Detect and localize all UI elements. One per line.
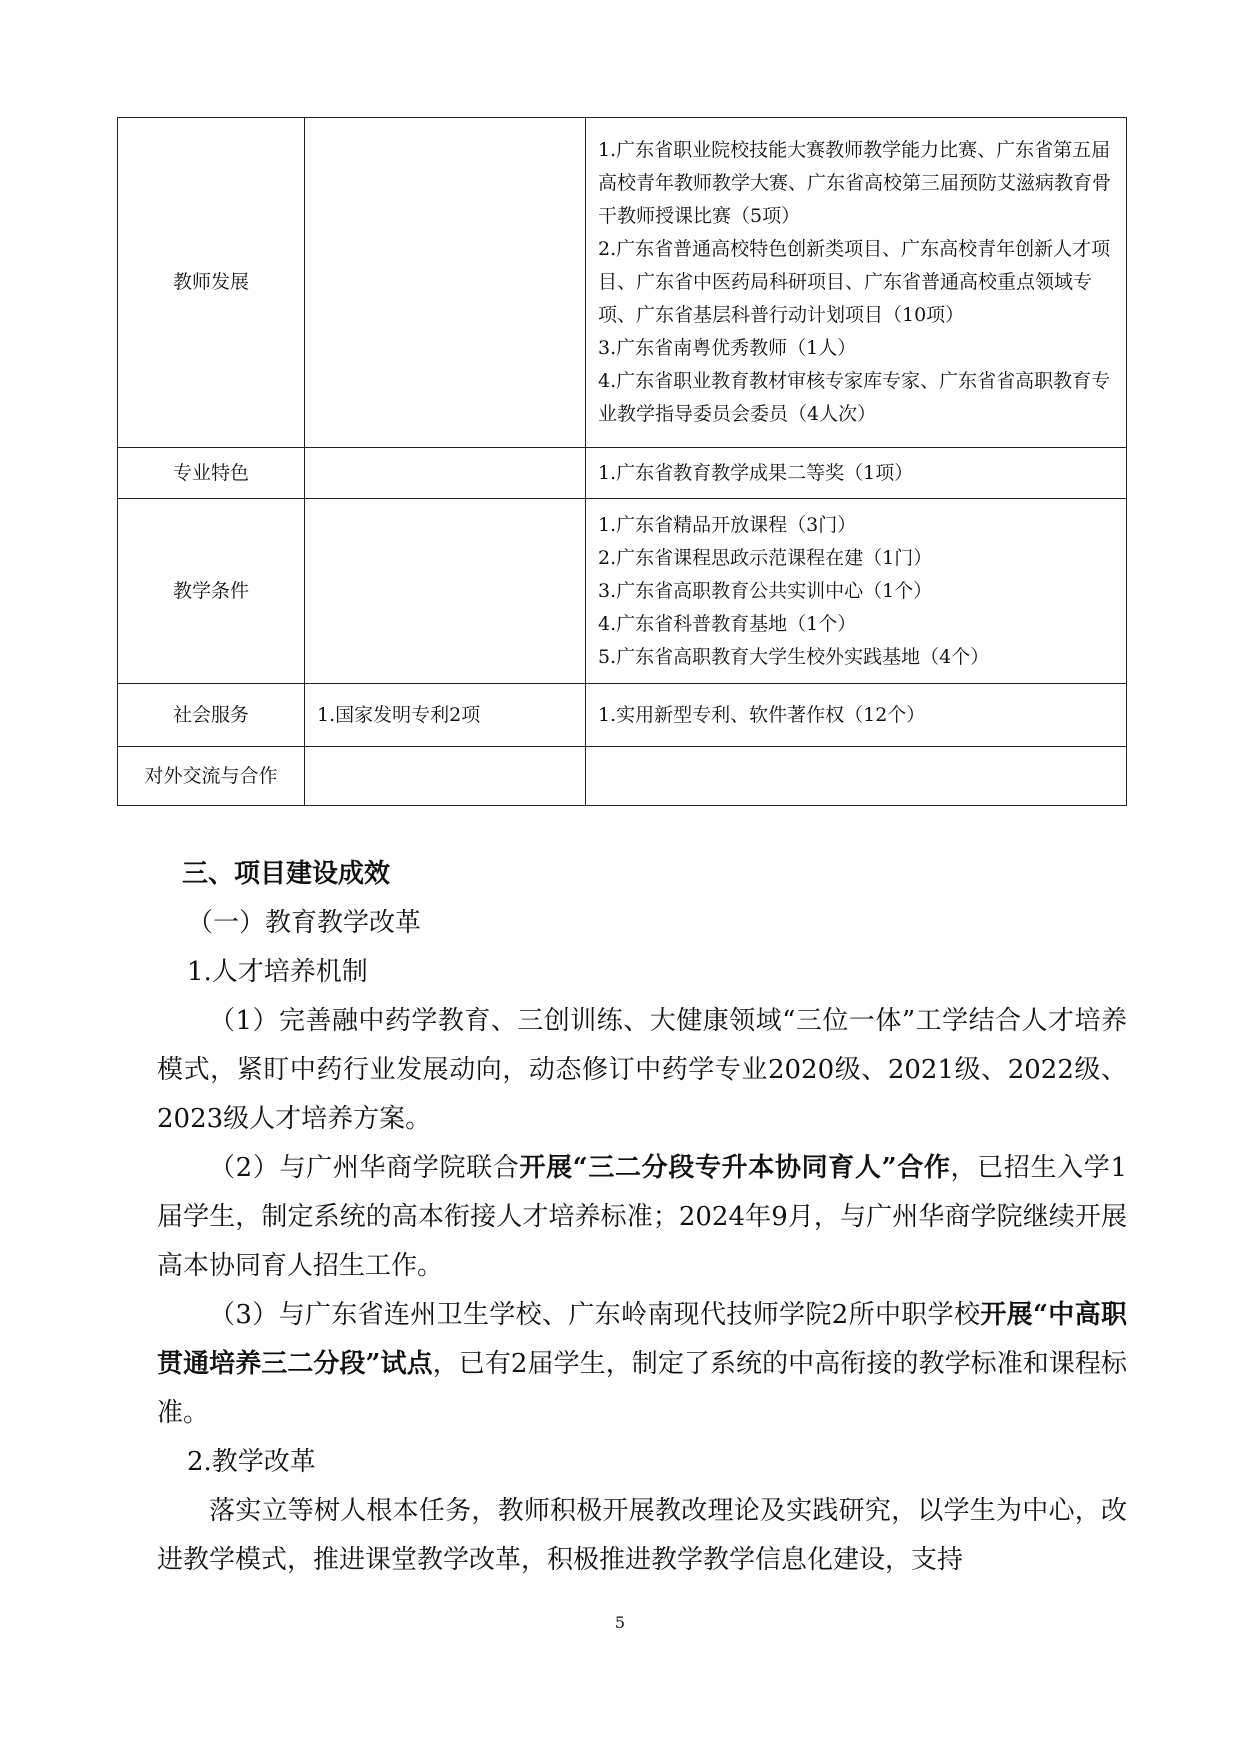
list-item: 1.广东省职业院校技能大赛教师教学能力比赛、广东省第五届高校青年教师教学大赛、广东省高校第三届预防艾滋病教育骨干教师授课比赛（5项）	[598, 139, 1112, 227]
table-row	[118, 684, 1127, 747]
paragraph: 落实立等树人根本任务，教师积极开展教改理论及实践研究，以学生为中心，改进教学模式，推进课堂教学改革，积极推进教学教学信息化建设，支持	[157, 1496, 1127, 1575]
list-item: 4.广东省职业教育教材审核专家库专家、广东省省高职教育专业教学指导委员会委员（4人次）	[598, 370, 1111, 425]
subsection-heading: 2.教学改革	[187, 1447, 316, 1477]
subsection-heading: （一）教育教学改革	[187, 908, 422, 938]
row-national: 1.国家发明专利2项	[305, 684, 586, 747]
paragraph	[157, 1291, 1127, 1438]
row-provincial	[586, 448, 1127, 499]
paragraph-text: ，已有2届学生，制定了系统的中高衔接的教学标准和课程标准。	[157, 1349, 1127, 1428]
paragraph	[157, 1144, 1127, 1291]
row-provincial	[586, 499, 1127, 684]
row-provincial	[586, 684, 1127, 747]
row-national	[305, 448, 586, 499]
section-body	[157, 850, 1127, 1585]
table-row	[118, 747, 1127, 806]
row-national	[305, 747, 586, 806]
section-heading: 三、项目建设成效	[182, 859, 391, 889]
row-category: 社会服务	[118, 684, 305, 747]
list-item: 4.广东省科普教育基地（1个）	[598, 612, 857, 635]
list-item: 2.广东省课程思政示范课程在建（1门）	[598, 546, 933, 569]
list-item: 5.广东省高职教育大学生校外实践基地（4个）	[598, 645, 990, 668]
subsection-heading: 1.人才培养机制	[187, 957, 368, 987]
list-item: 3.广东省高职教育公共实训中心（1个）	[598, 579, 933, 602]
list-item: 2.广东省普通高校特色创新类项目、广东高校青年创新人才项目、广东省中医药局科研项目、广东省普通高校重点领域专项、广东省基层科普行动计划项目（10项）	[598, 238, 1111, 326]
table-row	[118, 448, 1127, 499]
row-provincial	[586, 747, 1127, 806]
table-row	[118, 118, 1127, 448]
achievement-table	[117, 117, 1127, 806]
row-national	[305, 118, 586, 448]
row-category: 对外交流与合作	[118, 747, 305, 806]
paragraph-emphasis: 开展“中高职贯通培养三二分段”试点	[157, 1300, 1127, 1379]
list-item: 1.实用新型专利、软件著作权（12个）	[598, 703, 926, 726]
paragraph: （1）完善融中药学教育、三创训练、大健康领域“三位一体”工学结合人才培养模式，紧盯中药行业发展动向，动态修订中药学专业2020级、2021级、2022级、2023级人才培养方案。	[157, 1006, 1127, 1134]
row-category: 教师发展	[118, 118, 305, 448]
list-item: 1.广东省教育教学成果二等奖（1项）	[598, 461, 914, 484]
list-item: 3.广东省南粤优秀教师（1人）	[598, 337, 857, 359]
paragraph-emphasis: 开展“三二分段专升本协同育人”合作	[519, 1153, 951, 1183]
row-national	[305, 499, 586, 684]
paragraph-text: （3）与广东省连州卫生学校、广东岭南现代技师学院2所中职学校	[209, 1300, 981, 1330]
page-number: 5	[614, 1613, 626, 1632]
paragraph-text: ，已招生入学1届学生，制定系统的高本衔接人才培养标准；2024年9月，与广州华商学院继续开展高本协同育人招生工作。	[157, 1153, 1127, 1281]
row-category: 专业特色	[118, 448, 305, 499]
list-item: 1.广东省精品开放课程（3门）	[598, 513, 857, 536]
table-row	[118, 499, 1127, 684]
row-category: 教学条件	[118, 499, 305, 684]
row-provincial	[586, 118, 1127, 448]
paragraph-text: （2）与广州华商学院联合	[209, 1153, 520, 1183]
